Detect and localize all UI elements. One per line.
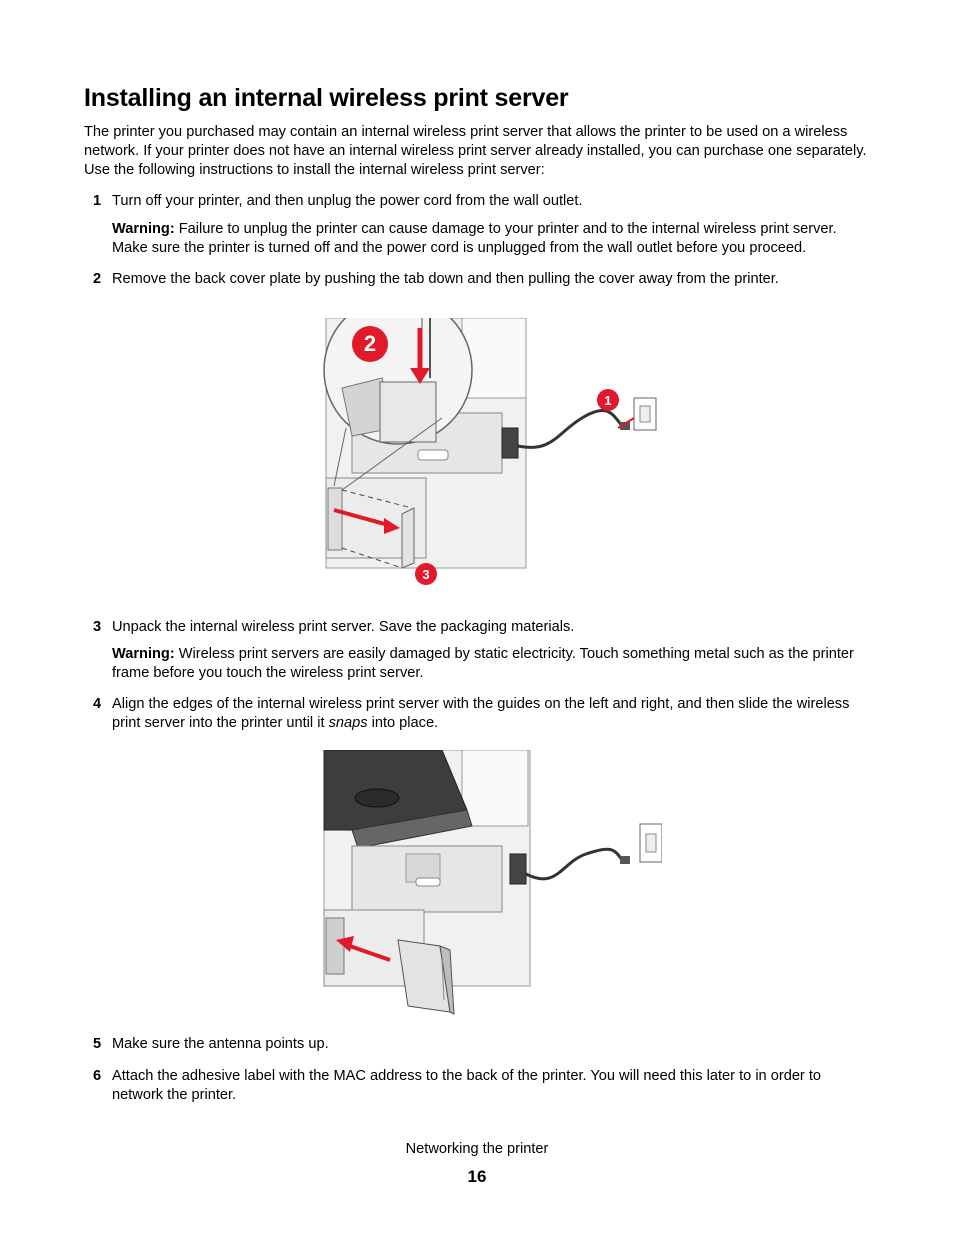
page-number: 16 [467,1167,487,1186]
warning-label: Warning: [112,646,175,662]
step-text: Turn off your printer, and then unplug the power cord from the wall outlet. [112,193,583,209]
warning-text: Failure to unplug the printer can cause damage to your printer and to the internal wireless print server. Make sure the printer is turned off and the power cord is unplugged from the wall outlet before you proceed. [112,221,837,256]
step-text: Unpack the internal wireless print server. Save the packaging materials. [112,619,575,635]
step-text: Align the edges of the internal wireless print server with the guides on the left and right, and then slide the wireless print server into the printer until it snaps into place. [112,696,850,731]
warning-1 [112,220,874,258]
step-number: 2 [93,271,102,287]
step-number: 4 [93,696,102,712]
step-text: Remove the back cover plate by pushing the tab down and then pulling the cover away from the printer. [112,271,779,287]
callout-2: 2 [363,331,377,356]
step-text: Make sure the antenna points up. [112,1036,329,1052]
warning-2 [112,645,874,683]
step-number: 6 [93,1068,102,1084]
step-number: 3 [93,619,102,635]
step-number: 5 [93,1036,102,1052]
figure-remove-cover [322,318,662,588]
callout-1: 1 [604,393,612,408]
warning-text: Wireless print servers are easily damaged by static electricity. Touch something metal such as the printer frame before you touch the wireless print server. [112,646,854,681]
intro-paragraph: The printer you purchased may contain an internal wireless print server that allows the printer to be used on a wireless network. If your printer does not have an internal wireless print server already installed, you can purchase one separately. Use the following instructions to install the internal wireless print server: [84,124,867,178]
footer-section-title: Networking the printer [405,1141,549,1157]
step-number: 1 [93,193,102,209]
figure-insert-server [322,750,662,1020]
callout-3: 3 [422,567,430,582]
page-title: Installing an internal wireless print server [84,84,569,112]
step-text: Attach the adhesive label with the MAC address to the back of the printer. You will need this later to in order to network the printer. [112,1068,822,1103]
warning-label: Warning: [112,221,175,237]
